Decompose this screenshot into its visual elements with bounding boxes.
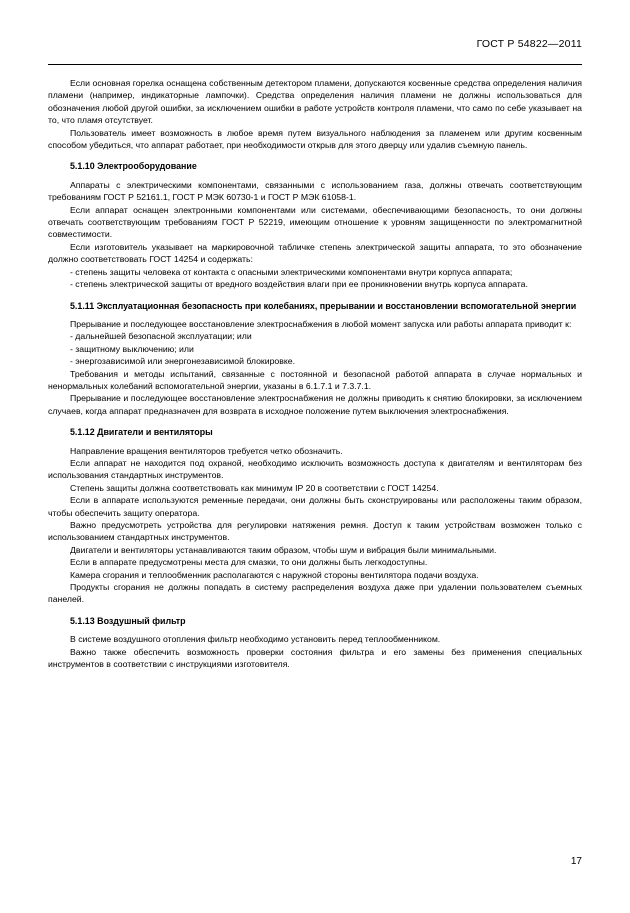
page-header [48, 38, 582, 50]
section-title: Воздушный фильтр [97, 615, 186, 626]
paragraph: Если аппарат оснащен электронными компонентами или системами, обеспечивающими безопасность, то они должны отвечать соответствующим требованиям ГОСТ Р 52219, имеющим отношение к уровням защищенности по электромагнитной совместимости. [48, 204, 582, 240]
paragraph: Камера сгорания и теплообменник располагаются с наружной стороны вентилятора подачи воздуха. [70, 569, 479, 580]
paragraph: Если в аппарате используются ременные передачи, они должны быть сконструированы или расположены таким образом, чтобы обеспечить защиту оператора. [48, 495, 582, 518]
paragraph: Прерывание и последующее восстановление электроснабжения не должны приводить к снятию блокировки, за исключением случаев, когда аппарат предназначен для возврата в исходное положение путем выключения электроснабжения. [48, 393, 582, 416]
section-heading-5-1-10 [48, 160, 582, 172]
paragraph: Если в аппарате предусмотрены места для смазки, то они должны быть легкодоступны. [70, 557, 428, 568]
section-number: 5.1.13 [70, 615, 95, 626]
header-rule [48, 64, 582, 65]
document-body [48, 77, 582, 670]
paragraph: Важно предусмотреть устройства для регулировки натяжения ремня. Доступ к таким устройствам возможен только с использованием стандартных инструментов. [48, 520, 582, 543]
paragraph: Пользователь имеет возможность в любое время путем визуального наблюдения за пламенем или другим косвенным способом убедиться, что аппарат работает, при необходимости открыв для этого дверцу или удалив съемную панель. [48, 127, 582, 151]
list-item: - дальнейшей безопасной эксплуатации; или [70, 331, 252, 342]
paragraph: Степень защиты должна соответствовать как минимум IP 20 в соответствии с ГОСТ 14254. [70, 482, 439, 493]
paragraph: В системе воздушного отопления фильтр необходимо установить перед теплообменником. [70, 634, 441, 645]
section-heading-5-1-11 [48, 300, 582, 312]
list-item: - энергозависимой или энергонезависимой блокировке. [70, 356, 295, 367]
section-number: 5.1.11 [70, 300, 95, 311]
section-number: 5.1.12 [70, 427, 95, 438]
section-heading-5-1-13 [48, 615, 582, 627]
paragraph: Двигатели и вентиляторы устанавливаются таким образом, чтобы шум и вибрация были минимальными. [70, 544, 497, 555]
list-item: - степень электрической защиты от вредного воздействия влаги при ее проникновении внутрь корпуса аппарата. [70, 279, 528, 290]
paragraph: Требования и методы испытаний, связанные с постоянной и безопасной работой аппарата в случае нормальных и ненормальных колебаний вспомогательной энергии, указаны в 6.1.7.1 и 7.3.7.1. [48, 368, 582, 391]
list-item: - защитному выключению; или [70, 343, 194, 354]
section-heading-5-1-12 [48, 426, 582, 438]
paragraph: Направление вращения вентиляторов требуется четко обозначить. [70, 445, 343, 456]
section-title: Двигатели и вентиляторы [97, 427, 213, 438]
paragraph: Аппараты с электрическими компонентами, связанными с использованием газа, должны отвечать соответствующим требованиям ГОСТ Р 52161.1, ГОСТ Р МЭК 60730-1 и ГОСТ Р МЭК 61058-1. [48, 179, 582, 203]
paragraph: Продукты сгорания не должны попадать в систему распределения воздуха даже при удалении пользователем съемных панелей. [48, 582, 582, 605]
list-item: - степень защиты человека от контакта с опасными электрическими компонентами внутри корпуса аппарата; [70, 266, 513, 277]
paragraph: Важно также обеспечить возможность проверки состояния фильтра и его замены без применения специальных инструментов в соответствии с инструкциями изготовителя. [48, 646, 582, 670]
standard-reference: ГОСТ Р 54822—2011 [476, 38, 582, 50]
paragraph: Прерывание и последующее восстановление электроснабжения в любой момент запуска или работы аппарата приводит к: [70, 318, 572, 329]
paragraph: Если основная горелка оснащена собственным детектором пламени, допускаются косвенные средства определения наличия пламени (например, индикаторные лампочки). Средства определения наличия пламени не должны использоваться для обозначения любой другой ошибки, за исключением ошибки в работе устройств контроля пламени, что само по себе указывает на то, что пламя отсутствует. [48, 78, 582, 126]
page-footer [0, 856, 582, 867]
page-number: 17 [570, 856, 582, 867]
paragraph: Если аппарат не находится под охраной, необходимо исключить возможность доступа к двигателям и вентиляторам без использования стандартных инструментов. [48, 457, 582, 481]
section-number: 5.1.10 [70, 161, 95, 172]
paragraph: Если изготовитель указывает на маркировочной табличке степень электрической защиты аппарата, то это обозначение должно соответствовать ГОСТ 14254 и содержать: [48, 241, 582, 265]
section-title: Эксплуатационная безопасность при колебаниях, прерывании и восстановлении вспомогательной энергии [96, 300, 577, 311]
section-title: Электрооборудование [97, 161, 197, 172]
